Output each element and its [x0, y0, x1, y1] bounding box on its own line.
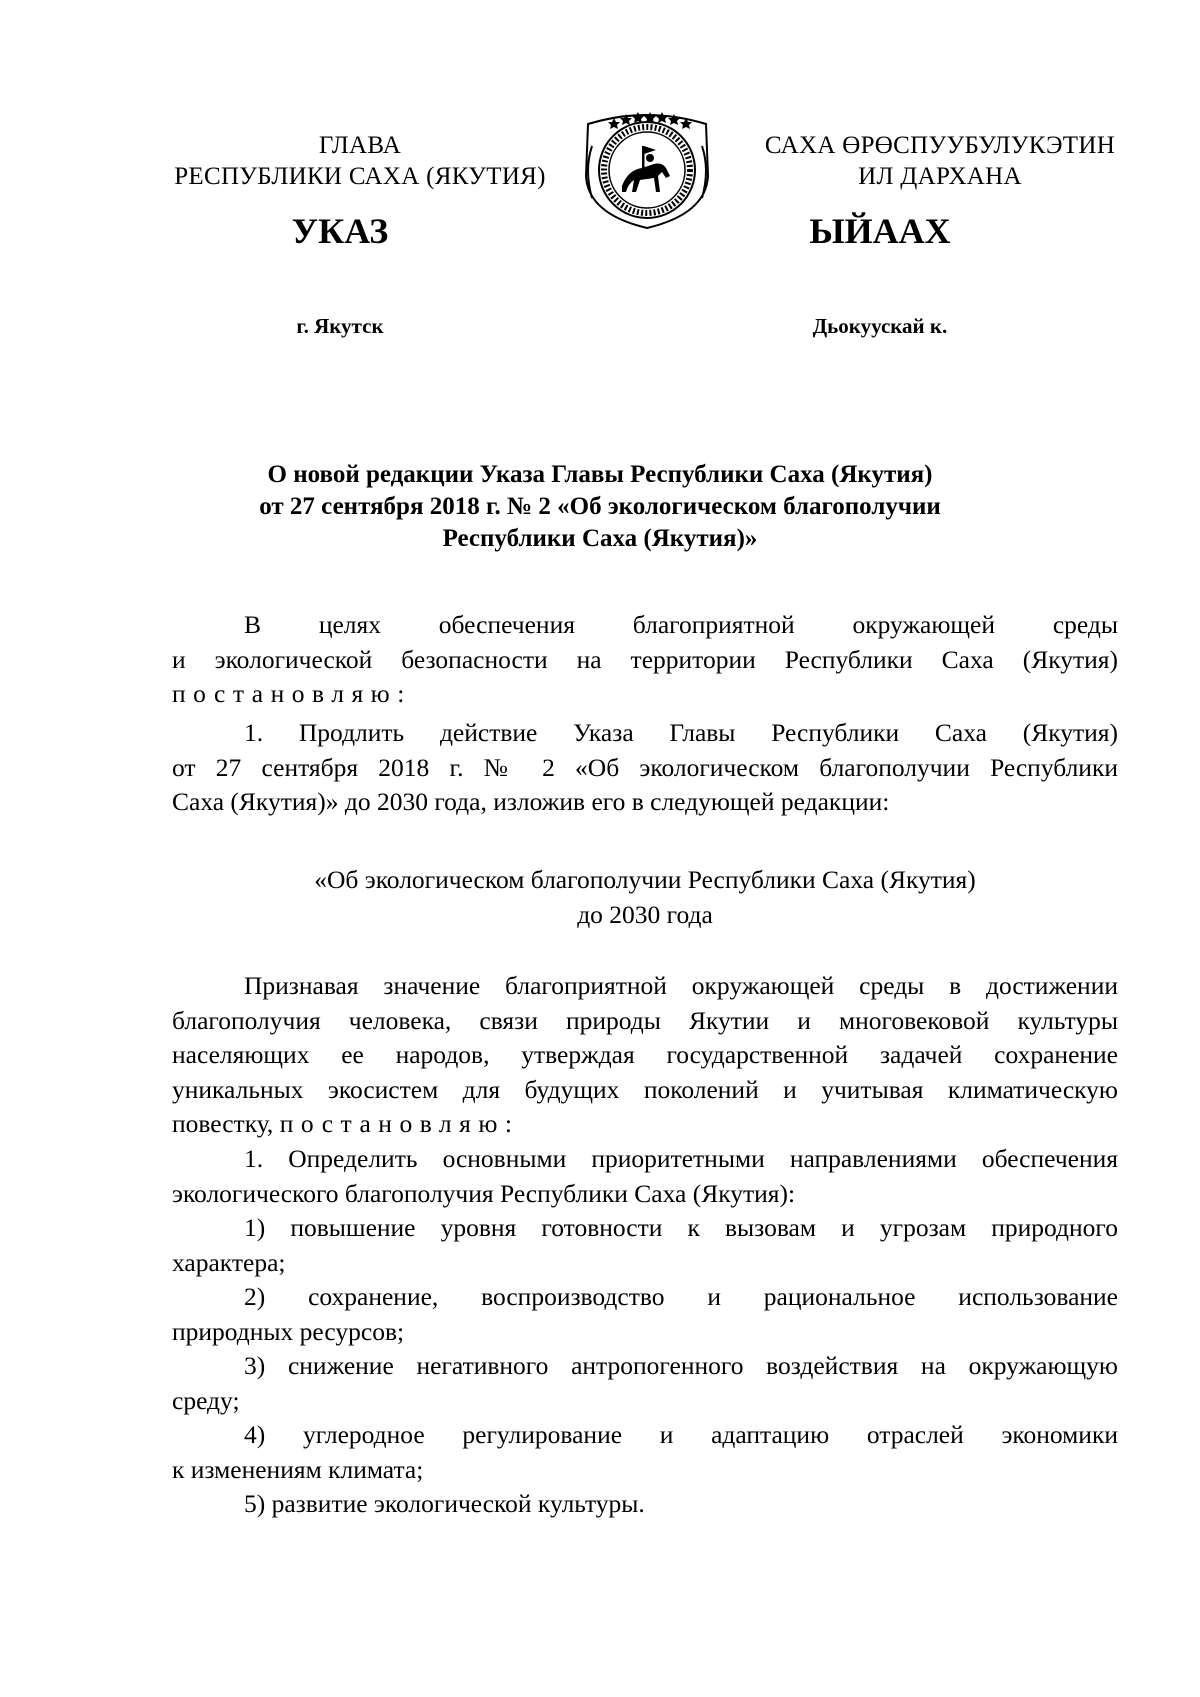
list-item: 2) сохранение, воспроизводство и рациональное использование	[244, 1282, 1118, 1311]
issuer-left	[140, 130, 580, 192]
coat-of-arms-seal-icon	[558, 106, 736, 230]
title-line: О новой редакции Указа Главы Республики Саха (Якутия)	[267, 461, 933, 488]
preamble	[172, 608, 1118, 712]
issuer-left-line1: ГЛАВА	[318, 132, 402, 159]
list-item: 1) повышение уровня готовности к вызовам и угрозам природного	[244, 1213, 1118, 1242]
list-item: 4) углеродное регулирование и адаптацию отраслей экономики	[244, 1420, 1118, 1449]
body-paragraph	[172, 969, 1118, 1142]
text-line: 1. Определить основными приоритетными направлениями обеспечения	[244, 1144, 1118, 1173]
doc-type-right: ЫЙААХ	[809, 211, 951, 251]
text-fragment: повестку,	[172, 1109, 274, 1138]
list-item-cont: к изменениям климата;	[172, 1454, 424, 1484]
point-1	[172, 1142, 1118, 1522]
text-line: Признавая значение благоприятной окружающей среды в достижении	[244, 971, 1118, 1000]
decree-word: постановляю:	[172, 679, 412, 708]
text-line: до 2030 года	[577, 899, 713, 929]
city-right: Дьокуускай к.	[812, 314, 948, 338]
text-line: уникальных экосистем для будущих поколений и учитывая климатическую	[172, 1074, 1118, 1104]
title-line: Республики Саха (Якутия)»	[442, 525, 758, 552]
text-line	[172, 1107, 1118, 1142]
list-item-cont: среду;	[172, 1385, 240, 1415]
list-item: 5) развитие экологической культуры.	[244, 1489, 645, 1518]
text-line: экологического благополучия Республики Саха (Якутия):	[172, 1178, 796, 1208]
item-1	[172, 716, 1118, 820]
new-edition-title	[172, 863, 1118, 932]
title-line: от 27 сентября 2018 г. № 2 «Об экологическом благополучии	[259, 493, 941, 520]
text-line: «Об экологическом благополучии Республики Саха (Якутия)	[314, 865, 976, 894]
decree-word: постановляю:	[279, 1109, 520, 1138]
text-line: благополучия человека, связи природы Якутии и многовековой культуры	[172, 1005, 1118, 1035]
city-left: г. Якутск	[296, 314, 384, 338]
document-title	[150, 459, 1050, 555]
text-line: 1. Продлить действие Указа Главы Республики Саха (Якутия)	[244, 718, 1118, 747]
list-item-cont: характера;	[172, 1247, 286, 1277]
doc-type-left: УКАЗ	[291, 211, 389, 251]
list-item: 3) снижение негативного антропогенного воздействия на окружающую	[244, 1351, 1118, 1380]
issuer-left-line2: РЕСПУБЛИКИ САХА (ЯКУТИЯ)	[174, 163, 546, 190]
text-line: и экологической безопасности на территории Республики Саха (Якутия)	[172, 644, 1118, 674]
text-line: Саха (Якутия)» до 2030 года, изложив его в следующей редакции:	[172, 787, 890, 816]
issuer-right	[740, 130, 1140, 192]
issuer-right-line2: ИЛ ДАРХАНА	[858, 163, 1022, 190]
text-line: В целях обеспечения благоприятной окружающей среды	[244, 610, 1118, 639]
text-line: от 27 сентября 2018 г. № 2 «Об экологическом благополучии Республики	[172, 752, 1118, 782]
text-line: населяющих ее народов, утверждая государственной задачей сохранение	[172, 1040, 1118, 1069]
issuer-right-line1: САХА ӨРӨСПУУБУЛУКЭТИН	[764, 132, 1116, 159]
list-item-cont: природных ресурсов;	[172, 1316, 405, 1346]
